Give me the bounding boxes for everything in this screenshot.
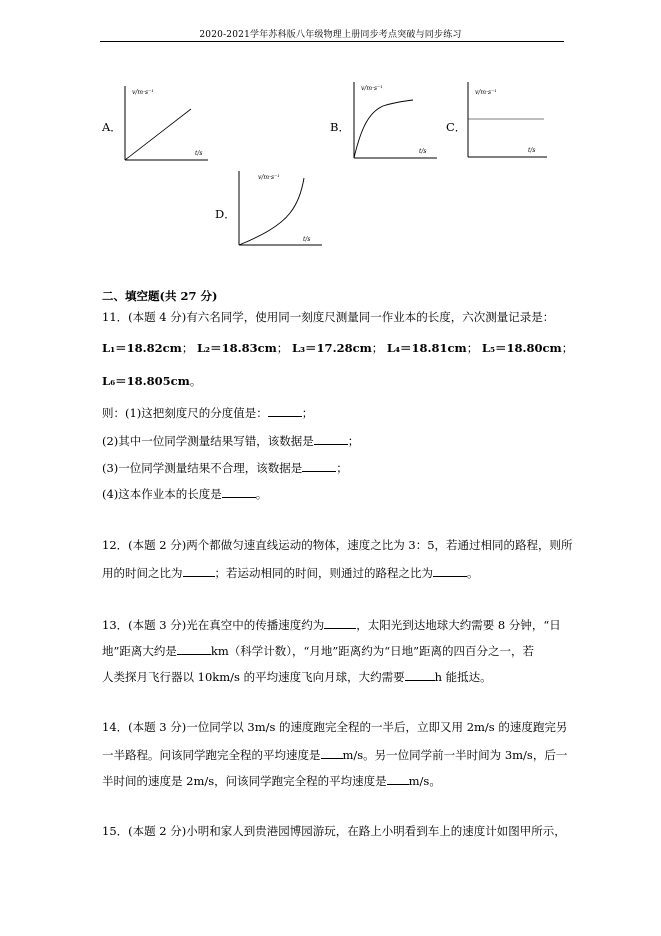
- y-axis-label: v/m·s⁻¹: [258, 174, 280, 181]
- q12-text-a: 用的时间之比为: [102, 566, 183, 580]
- answer-blank[interactable]: [387, 774, 409, 785]
- q12-line-1: 12．(本题 2 分)两个都做匀速直线运动的物体，速度之比为 3：5，若通过相同的路程，则所: [102, 538, 573, 552]
- option-b-curve: [354, 100, 413, 158]
- q11-sub-1: [102, 406, 313, 420]
- answer-blank[interactable]: [268, 406, 302, 417]
- option-b-label: B．: [330, 120, 350, 134]
- q11-measurements: [102, 343, 573, 355]
- q14-line-3: [102, 774, 441, 788]
- q11-sub3-text: (3)一位同学测量结果不合理，该数据是: [102, 461, 303, 475]
- q11-eq-4: L₄＝18.81cm: [386, 341, 467, 355]
- q11-eq-6: L₆＝18.805cm: [102, 374, 190, 388]
- q13-text-a: 13．(本题 3 分)光在真空中的传播速度约为: [102, 618, 325, 632]
- punct: 。: [255, 487, 268, 501]
- q13-line-2: [102, 644, 534, 658]
- q11-sub1-text: 则：(1)这把刻度尺的分度值是：: [102, 406, 268, 420]
- separator: ；: [561, 341, 574, 355]
- punct: 。: [467, 566, 479, 580]
- option-b-graph: [351, 80, 441, 160]
- q11-sub-3: [102, 461, 348, 475]
- q13-text-d: km（科学计数），“月地”距离约为“日地”距离的四百分之一，若: [210, 644, 535, 658]
- answer-blank[interactable]: [314, 434, 348, 445]
- q14-line-1: 14．(本题 3 分)一位同学以 3m/s 的速度跑完全程的一半后，立即又用 2m/s 的速度跑完另: [102, 720, 568, 734]
- q15-line-1: 15．(本题 2 分)小明和家人到贵港园博园游玩，在路上小明看到车上的速度计如图甲所示，: [102, 824, 566, 838]
- q11-eq-1: L₁＝18.82cm: [102, 341, 182, 355]
- option-a-graph: [122, 84, 212, 164]
- option-d-curve: [239, 178, 304, 245]
- answer-blank[interactable]: [324, 618, 356, 629]
- separator: ；: [466, 341, 479, 355]
- x-axis-label: t/s: [195, 150, 203, 157]
- q13-line-3: [102, 670, 492, 684]
- x-axis-label: t/s: [419, 148, 427, 155]
- x-axis-label: t/s: [303, 236, 311, 243]
- punct: ；: [347, 434, 360, 448]
- answer-blank[interactable]: [321, 748, 343, 759]
- header-divider: [100, 41, 564, 42]
- q11-sub2-text: (2)其中一位同学测量结果写错，该数据是: [102, 434, 314, 448]
- answer-blank[interactable]: [433, 566, 467, 577]
- option-a-label: A．: [102, 120, 122, 134]
- q11-eq-5: L₅＝18.80cm: [481, 341, 562, 355]
- page-header: 2020-2021学年苏科版八年级物理上册同步考点突破与同步练习: [199, 30, 462, 40]
- answer-blank[interactable]: [405, 670, 435, 681]
- option-d-label: D．: [215, 207, 236, 221]
- y-axis-label: v/m·s⁻¹: [361, 85, 383, 92]
- option-c-graph: [465, 80, 555, 160]
- q11-eq6-end: 。: [189, 374, 202, 388]
- option-a-curve: [125, 109, 191, 160]
- q11-measurement-6: [102, 376, 201, 388]
- q13-text-c: 地”距离大约是: [102, 644, 177, 658]
- q14-text-d: m/s。: [408, 774, 441, 788]
- q12-text-b: ；若运动相同的时间，则通过的路程之比为: [214, 566, 433, 580]
- q14-text-c: 半时间的速度是 2m/s，问该同学跑完全程的平均速度是: [102, 774, 387, 788]
- y-axis-label: v/m·s⁻¹: [132, 89, 154, 96]
- q11-stem: 11．(本题 4 分)有六名同学，使用同一刻度尺测量同一作业本的长度，六次测量记录是：: [102, 310, 555, 324]
- punct: ；: [336, 461, 348, 475]
- answer-blank[interactable]: [302, 461, 336, 472]
- q13-text-f: h 能抵达。: [434, 670, 492, 684]
- punct: ；: [301, 406, 314, 420]
- q13-text-e: 人类探月飞行器以 10km/s 的平均速度飞向月球，大约需要: [102, 670, 405, 684]
- section-title: 二、填空题(共 27 分): [102, 289, 218, 303]
- q11-sub4-text: (4)这本作业本的长度是: [102, 487, 222, 501]
- y-axis-label: v/m·s⁻¹: [475, 89, 497, 96]
- q11-eq-3: L₃＝17.28cm: [291, 341, 372, 355]
- q12-line-2: [102, 566, 479, 580]
- separator: ；: [276, 341, 289, 355]
- q14-line-2: [102, 748, 567, 762]
- answer-blank[interactable]: [222, 487, 256, 498]
- q14-text-a: 一半路程。问该同学跑完全程的平均速度是: [102, 748, 321, 762]
- answer-blank[interactable]: [183, 566, 215, 577]
- answer-blank[interactable]: [177, 644, 211, 655]
- q11-sub-2: [102, 434, 359, 448]
- separator: ；: [371, 341, 384, 355]
- separator: ；: [181, 341, 194, 355]
- x-axis-label: t/s: [528, 147, 536, 154]
- q11-sub-4: [102, 487, 267, 501]
- q11-eq-2: L₂＝18.83cm: [196, 341, 277, 355]
- q14-text-b: m/s。另一位同学前一半时间为 3m/s，后一: [342, 748, 568, 762]
- q13-text-b: ，太阳光到达地球大约需要 8 分钟，“日: [356, 618, 561, 632]
- option-c-label: C．: [446, 120, 467, 134]
- q13-line-1: [102, 618, 561, 632]
- option-d-graph: [236, 168, 326, 248]
